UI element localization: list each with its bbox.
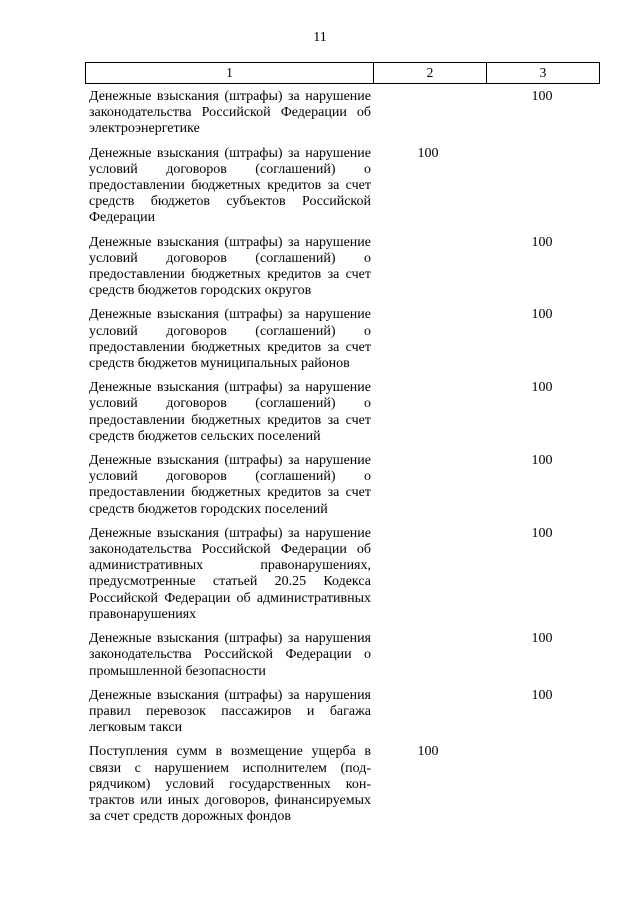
table-header bbox=[85, 62, 600, 84]
row-col-3: 100 bbox=[531, 453, 553, 469]
row-description: Денежные взыскания (штрафы) за нарушение условий договоров (соглашений) о предоставлении бюджетных кредитов за счет средств бюджетов муниципальных районов bbox=[89, 307, 371, 372]
row-col-3 bbox=[485, 744, 599, 825]
row-description: Денежные взыскания (штрафы) за нарушение законодательства Российской Федерации об электроэнергетике bbox=[89, 89, 371, 137]
row-col-3: 100 bbox=[531, 631, 553, 647]
row-col-3: 100 bbox=[531, 307, 553, 323]
row-col-3 bbox=[485, 146, 599, 227]
row-col-2 bbox=[371, 688, 485, 737]
table-row bbox=[85, 453, 599, 518]
row-col-2: 100 bbox=[417, 744, 439, 760]
table-body bbox=[85, 89, 599, 833]
row-col-2: 100 bbox=[417, 145, 439, 161]
row-col-2 bbox=[371, 380, 485, 445]
page-number: 11 bbox=[313, 30, 327, 45]
row-col-3: 100 bbox=[531, 687, 553, 703]
row-description: Денежные взыскания (штрафы) за нарушение законодательства Российской Федерации об административных правонарушениях, предусмотренные статьей 20.25 Кодекса Российской Федерации об административных правонарушениях bbox=[89, 525, 371, 622]
row-description: Денежные взыскания (штрафы) за нарушение условий договоров (соглашений) о предоставлении бюджетных кредитов за счет средств бюджетов городских округов bbox=[89, 234, 371, 299]
row-description: Поступления сумм в возмещение ущерба в связи с нарушением исполнителем (подрядчиком) условий государственных контрактов или иных договоров, финансируемых за счет средств дорожных фондов bbox=[89, 744, 371, 825]
header-col-2: 2 bbox=[374, 63, 487, 84]
row-description: Денежные взыскания (штрафы) за нарушение условий договоров (соглашений) о предоставлении бюджетных кредитов за счет средств бюджетов субъектов Российской Федерации bbox=[89, 145, 371, 226]
table-row bbox=[85, 307, 599, 372]
row-description: Денежные взыскания (штрафы) за нарушения правил перевозок пассажиров и багажа легковым такси bbox=[89, 687, 371, 736]
row-description: Денежные взыскания (штрафы) за нарушение условий договоров (соглашений) о предоставлении бюджетных кредитов за счет средств бюджетов сельских поселений bbox=[89, 380, 371, 444]
table-row bbox=[85, 631, 599, 680]
row-col-3: 100 bbox=[531, 89, 553, 104]
table-row bbox=[85, 688, 599, 737]
table-row bbox=[85, 235, 599, 300]
header-col-3: 3 bbox=[487, 63, 600, 84]
row-description: Денежные взыскания (штрафы) за нарушения законодательства Российской Федерации о промышленной безопасности bbox=[89, 631, 371, 679]
table-row bbox=[85, 380, 599, 445]
row-col-2 bbox=[371, 235, 485, 300]
row-col-2 bbox=[371, 453, 485, 518]
row-col-2 bbox=[371, 526, 485, 623]
table-row bbox=[85, 526, 599, 623]
table-row bbox=[85, 89, 599, 138]
row-col-2 bbox=[371, 307, 485, 372]
header-col-1: 1 bbox=[86, 63, 374, 84]
row-col-3: 100 bbox=[531, 380, 553, 396]
table-row bbox=[85, 146, 599, 227]
row-col-2 bbox=[371, 89, 485, 138]
row-col-2 bbox=[371, 631, 485, 680]
table-row bbox=[85, 744, 599, 825]
row-col-3: 100 bbox=[531, 525, 553, 541]
row-col-3: 100 bbox=[531, 234, 553, 250]
row-description: Денежные взыскания (штрафы) за нарушение условий договоров (соглашений) о предоставлении бюджетных кредитов за счет средств бюджетов городских поселений bbox=[89, 453, 371, 517]
